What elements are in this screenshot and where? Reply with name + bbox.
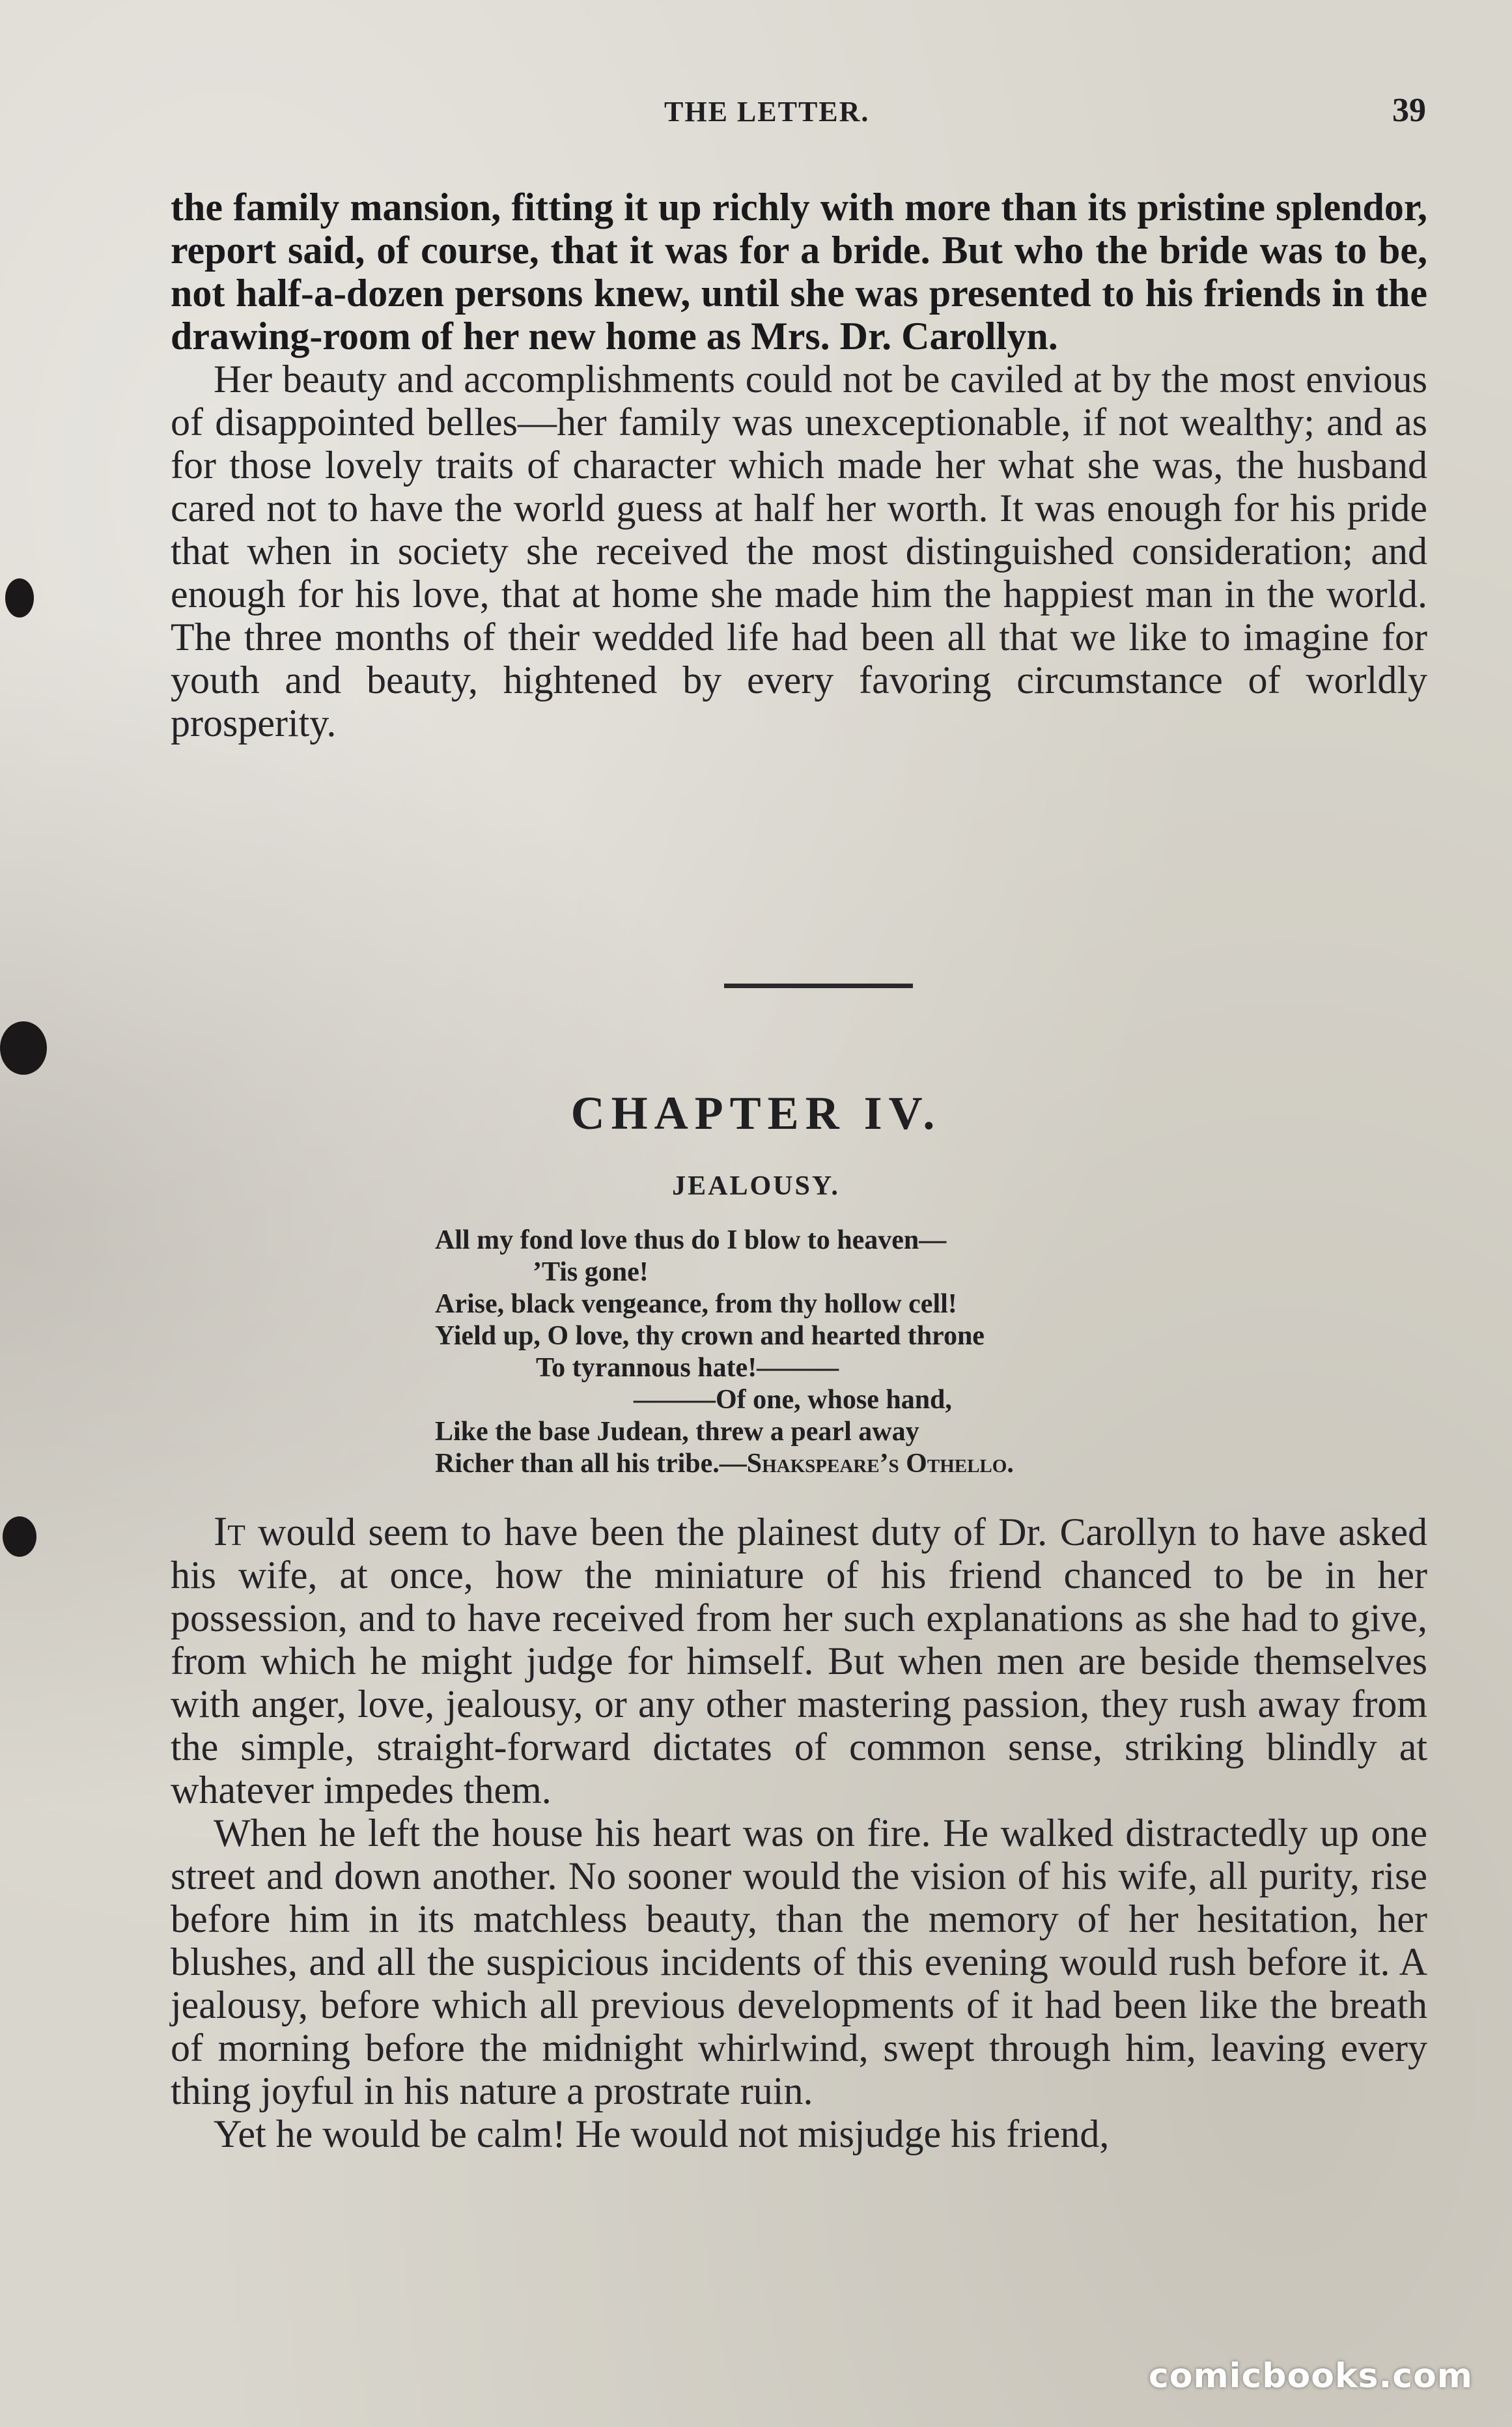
epigraph-line: Like the base Judean, threw a pearl away: [435, 1417, 919, 1447]
chapter-title: CHAPTER IV.: [570, 1087, 942, 1139]
binding-hole: [3, 1516, 36, 1557]
binding-hole: [5, 578, 34, 617]
running-title: THE LETTER.: [664, 96, 870, 128]
epigraph-line: [435, 1448, 1347, 1480]
page-number: 39: [1392, 92, 1426, 129]
drop-cap: It: [214, 1508, 245, 1554]
section-rule: [724, 984, 913, 988]
paragraph: Her beauty and accomplishments could not be caviled at by the most envious of disappointed belles—her family was unexceptionable, if not wealthy; and as for those lovely traits of character which made her what she was, the husband cared not to have the world guess at half her worth. It was enough for his pride that when in society she received the most distinguished consideration; and enough for his love, that at home she made him the happiest man in the world. The three months of their wedded life had been all that we like to imagine for youth and beauty, hightened by every favoring circumstance of worldly prosperity.: [171, 358, 1427, 745]
epigraph: [435, 1225, 1347, 1480]
epigraph-line: Yield up, O love, thy crown and hearted throne: [435, 1321, 985, 1351]
epigraph-line: ———Of one, whose hand,: [634, 1385, 952, 1415]
epigraph-line: ’Tis gone!: [533, 1257, 649, 1287]
paragraph: the family mansion, fitting it up richly with more than its pristine splendor, report said, of course, that it was for a bride. But who the bride was to be, not half-a-dozen persons knew, until she was presented to his friends in the drawing-room of her new home as Mrs. Dr. Carollyn.: [171, 186, 1427, 358]
paragraph-text: would seem to have been the plainest duty of Dr. Carollyn to have asked his wife, at once, how the miniature of his friend chanced to be in her possession, and to have received from her such explanations as she had to give, from which he might judge for himself. But when men are beside themselves with anger, love, jealousy, or any other mastering passion, they rush away from the simple, straight-forward dictates of common sense, striking blindly at whatever impedes them.: [171, 1511, 1427, 1811]
binding-hole: [0, 1021, 47, 1075]
watermark: comicbooks.com: [1148, 2357, 1473, 2396]
continuation-text: [171, 186, 1427, 745]
chapter-subtitle: JEALOUSY.: [672, 1171, 840, 1201]
epigraph-attribution: Shakspeare’s Othello.: [746, 1449, 1014, 1479]
epigraph-line: Arise, black vengeance, from thy hollow cell!: [435, 1289, 957, 1319]
paragraph: When he left the house his heart was on fire. He walked distractedly up one street and down another. No sooner would the vision of his wife, all purity, rise before him in its matchless beauty, than the memory of her hesitation, her blushes, and all the suspicious incidents of this evening would rush before it. A jealousy, before which all previous developments of it had been like the breath of morning before the midnight whirlwind, swept through him, leaving every thing joyful in his nature a prostrate ruin.: [171, 1811, 1427, 2112]
chapter-body: [171, 1510, 1427, 2155]
epigraph-line-text: Richer than all his tribe.—: [435, 1449, 747, 1479]
epigraph-line: To tyrannous hate!———: [536, 1353, 839, 1383]
epigraph-line: All my fond love thus do I blow to heaven—: [435, 1225, 947, 1255]
running-head: [169, 91, 1426, 130]
paragraph: Yet he would be calm! He would not misjudge his friend,: [214, 2112, 1110, 2155]
paragraph: [171, 1510, 1427, 1811]
